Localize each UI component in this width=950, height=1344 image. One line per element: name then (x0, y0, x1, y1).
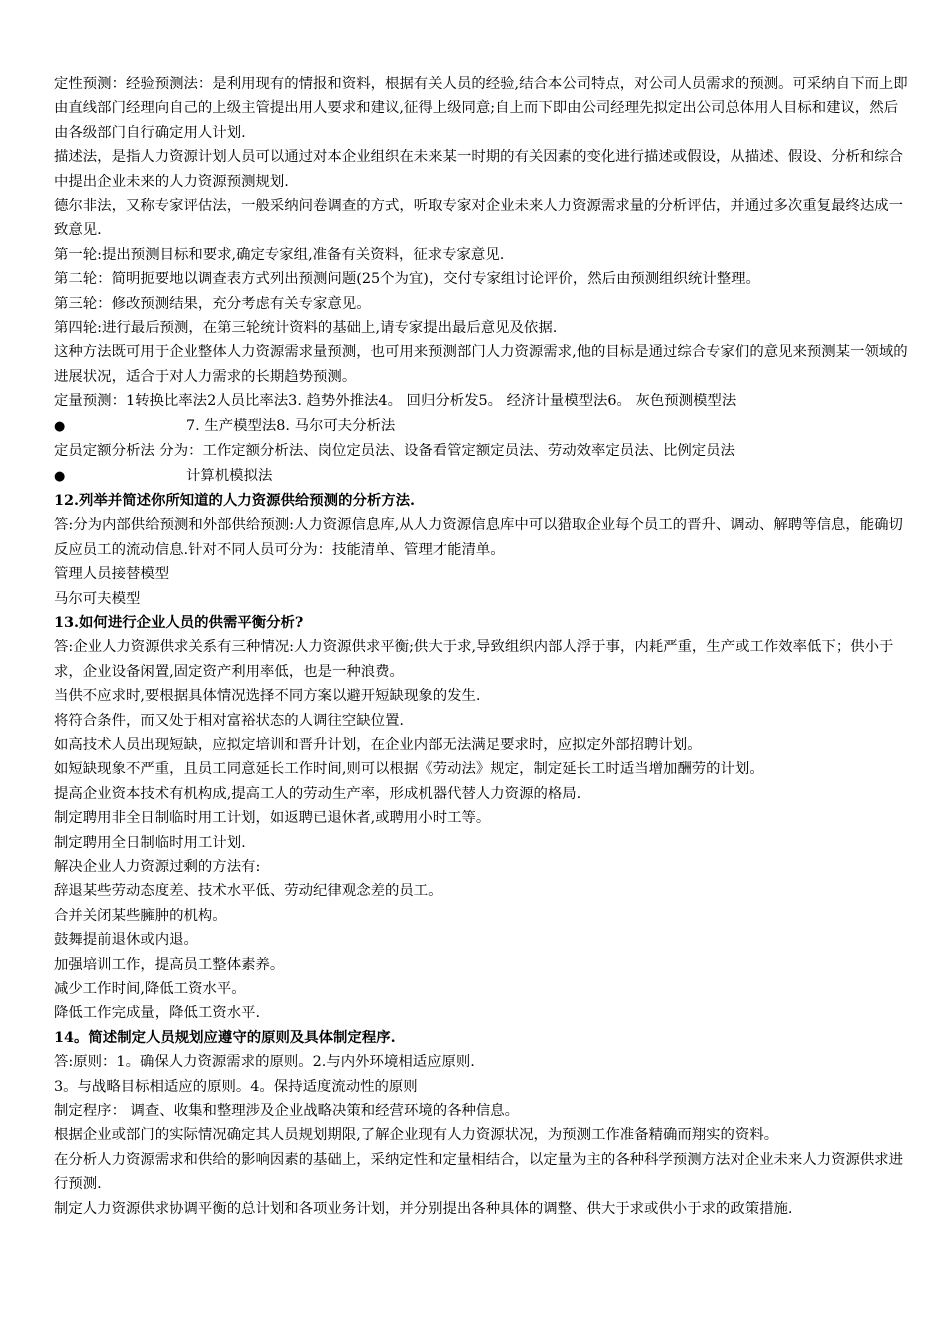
body-paragraph: 定性预测：经验预测法：是利用现有的情报和资料，根据有关人员的经验,结合本公司特点，对公司人员需求的预测。可采纳自下而上即由直线部门经理向自己的上级主管提出用人要求和建议,征得上级同意;自上而下即由公司经理先拟定出公司总体用人目标和建议，然后由各级部门自行确定用人计划. (54, 76, 908, 141)
body-paragraph: 如短缺现象不严重，且员工同意延长工作时间,则可以根据《劳动法》规定，制定延长工时适当增加酬劳的计划。 (54, 761, 764, 778)
bullet-text: 计算机模拟法 (186, 467, 273, 484)
body-paragraph: 制定人力资源供求协调平衡的总计划和各项业务计划，并分别提出各种具体的调整、供大于求或供小于求的政策措施. (54, 1200, 793, 1217)
body-paragraph: 在分析人力资源需求和供给的影响因素的基础上，采纳定性和定量相结合，以定量为主的各种科学预测方法对企业未来人力资源供求进行预测. (54, 1151, 904, 1193)
body-paragraph: 当供不应求时,要根据具体情况选择不同方案以避开短缺现象的发生. (54, 688, 481, 705)
body-paragraph: 根据企业或部门的实际情况确定其人员规划期限,了解企业现有人力资源状况，为预测工作准备精确而翔实的资料。 (54, 1127, 779, 1144)
section-heading: 13.如何进行企业人员的供需平衡分析? (54, 613, 304, 631)
body-paragraph: 将符合条件，而又处于相对富裕状态的人调往空缺位置. (54, 712, 404, 729)
body-paragraph: 如高技术人员出现短缺，应拟定培训和晋升计划，在企业内部无法满足要求时，应拟定外部招聘计划。 (54, 736, 702, 753)
body-paragraph: 第四轮:进行最后预测，在第三轮统计资料的基础上,请专家提出最后意见及依据. (54, 320, 558, 337)
body-paragraph: 第二轮：简明扼要地以调查表方式列出预测问题(25个为宜)，交付专家组讨论评价，然后由预测组织统计整理。 (54, 271, 760, 288)
body-paragraph: 提高企业资本技术有机构成,提高工人的劳动生产率，形成机器代替人力资源的格局. (54, 785, 582, 802)
body-paragraph: 减少工作时间,降低工资水平。 (54, 981, 246, 998)
body-paragraph: 第一轮:提出预测目标和要求,确定专家组,准备有关资料，征求专家意见. (54, 246, 505, 263)
section-heading: 14。简述制定人员规划应遵守的原则及具体制定程序. (54, 1028, 396, 1046)
body-paragraph: 辞退某些劳动态度差、技术水平低、劳动纪律观念差的员工。 (54, 883, 443, 900)
bullet-item (54, 464, 910, 489)
body-paragraph: 3。与战略目标相适应的原则。4。保持适度流动性的原则 (54, 1078, 418, 1095)
bullet-item (54, 414, 910, 439)
body-paragraph: 管理人员接替模型 (54, 566, 170, 583)
body-paragraph: 制定程序： 调查、收集和整理涉及企业战略决策和经营环境的各种信息。 (54, 1103, 520, 1120)
body-paragraph: 解决企业人力资源过剩的方法有: (54, 859, 261, 875)
body-paragraph: 定量预测：1转换比率法2人员比率法3. 趋势外推法4。 回归分析发5。 经济计量模型法6。 灰色预测模型法 (54, 393, 737, 410)
section-heading: 12.列举并简述你所知道的人力资源供给预测的分析方法. (54, 491, 416, 509)
body-paragraph: 马尔可夫模型 (54, 590, 141, 607)
body-paragraph: 答:企业人力资源供求关系有三种情况:人力资源供求平衡;供大于求,导致组织内部人浮于事，内耗严重，生产或工作效率低下；供小于求，企业设备闲置,固定资产利用率低，也是一种浪费。 (54, 639, 894, 680)
body-paragraph: 描述法，是指人力资源计划人员可以通过对本企业组织在未来某一时期的有关因素的变化进行描述或假设，从描述、假设、分析和综合中提出企业未来的人力资源预测规划. (54, 149, 904, 190)
body-paragraph: 制定聘用非全日制临时用工计划，如返聘已退休者,或聘用小时工等。 (54, 810, 491, 827)
body-paragraph: 合并关闭某些臃肿的机构。 (54, 907, 227, 924)
body-paragraph: 定员定额分析法 分为：工作定额分析法、岗位定员法、设备看管定额定员法、劳动效率定员法、比例定员法 (54, 443, 735, 460)
body-paragraph: 答:分为内部供给预测和外部供给预测:人力资源信息库,从人力资源信息库中可以猎取企业每个员工的晋升、调动、解聘等信息，能确切反应员工的流动信息.针对不同人员可分为：技能清单、管理才能清单。 (54, 517, 903, 558)
body-paragraph: 德尔非法，又称专家评估法，一般采纳问卷调查的方式，听取专家对企业未来人力资源需求量的分析评估，并通过多次重复最终达成一致意见. (54, 198, 904, 239)
body-paragraph: 第三轮：修改预测结果，充分考虑有关专家意见。 (54, 295, 371, 312)
body-paragraph: 降低工作完成量，降低工资水平. (54, 1005, 261, 1022)
bullet-icon: ● (54, 468, 66, 484)
body-paragraph: 答:原则：1。确保人力资源需求的原则。2.与内外环境相适应原则. (54, 1054, 475, 1071)
bullet-text: 7. 生产模型法8. 马尔可夫分析法 (186, 417, 396, 434)
body-paragraph: 鼓舞提前退休或内退。 (54, 932, 198, 949)
body-paragraph: 加强培训工作，提高员工整体素养。 (54, 956, 285, 973)
body-paragraph: 制定聘用全日制临时用工计划. (54, 834, 246, 851)
body-paragraph: 这种方法既可用于企业整体人力资源需求量预测，也可用来预测部门人力资源需求,他的目标是通过综合专家们的意见来预测某一领域的进展状况，适合于对人力需求的长期趋势预测。 (54, 344, 908, 385)
bullet-icon: ● (54, 418, 66, 434)
